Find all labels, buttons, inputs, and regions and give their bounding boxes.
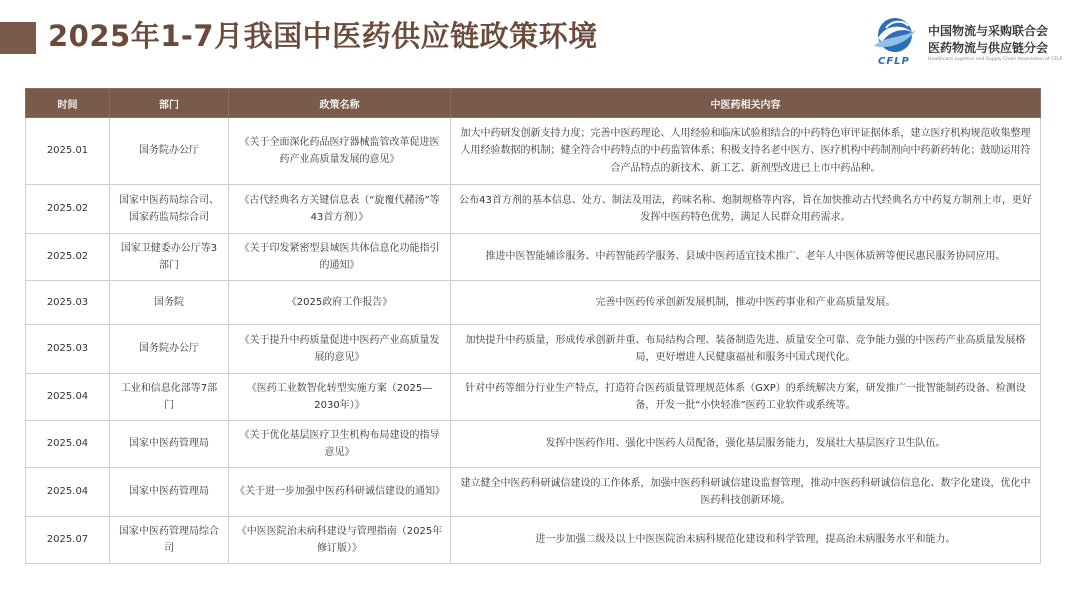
policy-table (25, 88, 1041, 564)
table-row (26, 185, 1041, 234)
cell-content: 针对中药等细分行业生产特点，打造符合医药质量管理规范体系（GXP）的系统解决方案，研发推广一批智能制药设备、检测设备，开发一批“小快轻准”医药工业软件或系统等。 (451, 374, 1041, 421)
cell-policy: 《医药工业数智化转型实施方案（2025—2030年）》 (229, 374, 451, 421)
cell-policy: 《关于优化基层医疗卫生机构布局建设的指导意见》 (229, 421, 451, 468)
cell-date: 2025.03 (26, 281, 110, 325)
col-header-policy: 政策名称 (229, 89, 451, 118)
cell-date: 2025.04 (26, 468, 110, 517)
cell-date: 2025.02 (26, 234, 110, 281)
logo-branch-name: 医药物流与供应链分会 (928, 41, 1049, 55)
cell-policy: 《关于印发紧密型县域医共体信息化功能指引的通知》 (229, 234, 451, 281)
cell-policy: 《关于进一步加强中医药科研诚信建设的通知》 (229, 468, 451, 517)
col-header-date: 时间 (26, 89, 110, 118)
cell-dept: 国务院 (110, 281, 229, 325)
cell-date: 2025.07 (26, 517, 110, 564)
cell-policy: 《2025政府工作报告》 (229, 281, 451, 325)
table-row (26, 517, 1041, 564)
cell-content: 公布43首方剂的基本信息、处方、制法及用法，药味名称、炮制规格等内容，旨在加快推动古代经典名方中药复方制剂上市，更好发挥中医药特色优势，满足人民群众用药需求。 (451, 185, 1041, 234)
table-row (26, 281, 1041, 325)
table-row (26, 374, 1041, 421)
col-header-dept: 部门 (110, 89, 229, 118)
cell-date: 2025.04 (26, 374, 110, 421)
logo-english-name: Healthcare Logistics and Supply Chain Association of CFLP (928, 57, 1063, 62)
cell-date: 2025.03 (26, 325, 110, 374)
cell-date: 2025.01 (26, 118, 110, 185)
cell-content: 完善中医药传承创新发展机制，推动中医药事业和产业高质量发展。 (451, 281, 1041, 325)
cell-date: 2025.02 (26, 185, 110, 234)
cell-content: 推进中医智能辅诊服务、中药智能药学服务、县域中医药适宜技术推广、老年人中医体质辨等便民惠民服务协同应用。 (451, 234, 1041, 281)
table-row (26, 421, 1041, 468)
org-logo (868, 16, 1063, 70)
table-row (26, 234, 1041, 281)
cell-dept: 国家中医药局综合司、国家药监局综合司 (110, 185, 229, 234)
cell-dept: 国家中医药管理局 (110, 468, 229, 517)
table-row (26, 468, 1041, 517)
cell-date: 2025.04 (26, 421, 110, 468)
cell-dept: 工业和信息化部等7部门 (110, 374, 229, 421)
table-header-row (26, 89, 1041, 118)
table-row (26, 118, 1041, 185)
cell-content: 建立健全中医药科研诚信建设的工作体系，加强中医药科研诚信建设监督管理，推动中医药科研诚信信息化、数字化建设，优化中医药科技创新环境。 (451, 468, 1041, 517)
cell-content: 进一步加强二级及以上中医医院治未病科规范化建设和科学管理，提高治未病服务水平和能力。 (451, 517, 1041, 564)
logo-org-name: 中国物流与采购联合会 (928, 24, 1049, 38)
cell-policy: 《中医医院治未病科建设与管理指南（2025年修订版）》 (229, 517, 451, 564)
table-row (26, 325, 1041, 374)
cell-content: 加快提升中药质量，形成传承创新并重、布局结构合理、装备制造先进、质量安全可靠、竞争能力强的中医药产业高质量发展格局，更好增进人民健康福祉和服务中国式现代化。 (451, 325, 1041, 374)
col-header-content: 中医药相关内容 (451, 89, 1041, 118)
cell-policy: 《关于全面深化药品医疗器械监管改革促进医药产业高质量发展的意见》 (229, 118, 451, 185)
cell-dept: 国家卫健委办公厅等3部门 (110, 234, 229, 281)
cell-dept: 国务院办公厅 (110, 325, 229, 374)
cell-content: 发挥中医药作用、强化中医药人员配备，强化基层服务能力，发展壮大基层医疗卫生队伍。 (451, 421, 1041, 468)
cell-policy: 《古代经典名方关键信息表（“旋覆代赭汤”等43首方剂）》 (229, 185, 451, 234)
page-title: 2025年1-7月我国中医药供应链政策环境 (48, 19, 598, 53)
cell-policy: 《关于提升中药质量促进中医药产业高质量发展的意见》 (229, 325, 451, 374)
cell-content: 加大中药研发创新支持力度；完善中医药理论、人用经验和临床试验相结合的中药特色审评证据体系，建立医疗机构规范收集整理人用经验数据的机制；健全符合中药特点的中药监管体系；积极支持名老中医方、医疗机构中药制剂向中药新药转化；鼓励运用符合产品特点的新技术、新工艺、新剂型改进已上市中药品种。 (451, 118, 1041, 185)
logo-abbreviation: CFLP (878, 56, 910, 67)
cell-dept: 国务院办公厅 (110, 118, 229, 185)
cell-dept: 国家中医药管理局 (110, 421, 229, 468)
cell-dept: 国家中医药管理局综合司 (110, 517, 229, 564)
title-accent-bar (0, 22, 36, 54)
